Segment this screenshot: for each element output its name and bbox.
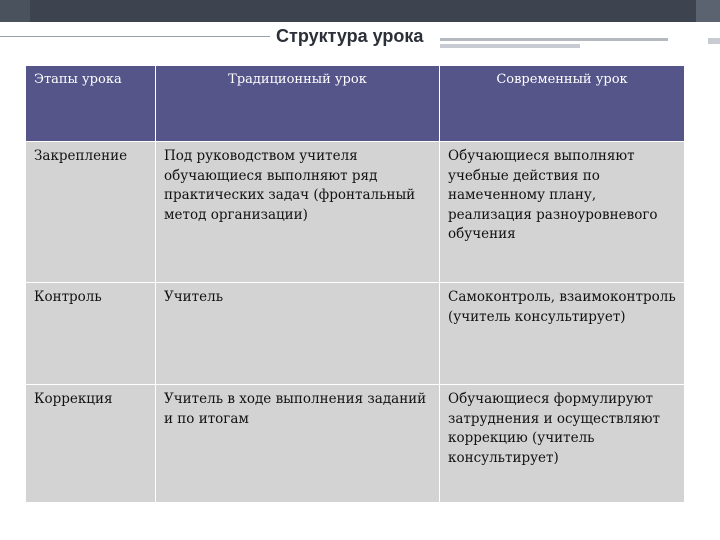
slide-top-band bbox=[0, 0, 720, 22]
lesson-structure-table bbox=[25, 65, 685, 503]
slide-title: Структура урока bbox=[276, 26, 424, 46]
title-rule-left bbox=[0, 36, 270, 37]
table-row bbox=[26, 283, 685, 385]
top-band-right-accent bbox=[696, 0, 720, 22]
modern-cell: Обучающиеся формулируют затруднения и осуществляют коррекцию (учитель консультирует) bbox=[440, 385, 685, 503]
header-modern: Современный урок bbox=[440, 66, 685, 142]
top-band-left-accent bbox=[0, 0, 30, 22]
stage-cell: Коррекция bbox=[26, 385, 156, 503]
table-header-row bbox=[26, 66, 685, 142]
modern-cell: Обучающиеся выполняют учебные действия по намеченному плану, реализация разноуровневого обучения bbox=[440, 142, 685, 283]
header-stages: Этапы урока bbox=[26, 66, 156, 142]
traditional-cell: Учитель в ходе выполнения заданий и по итогам bbox=[156, 385, 440, 503]
table-row bbox=[26, 385, 685, 503]
modern-cell: Самоконтроль, взаимоконтроль (учитель консультирует) bbox=[440, 283, 685, 385]
table-row bbox=[26, 142, 685, 283]
stage-cell: Закрепление bbox=[26, 142, 156, 283]
title-rule-right-edge bbox=[708, 38, 720, 44]
title-rule-right bbox=[440, 38, 668, 41]
header-traditional: Традиционный урок bbox=[156, 66, 440, 142]
title-rule-right-lower bbox=[440, 44, 580, 48]
traditional-cell: Под руководством учителя обучающиеся выполняют ряд практических задач (фронтальный метод организации) bbox=[156, 142, 440, 283]
traditional-cell: Учитель bbox=[156, 283, 440, 385]
stage-cell: Контроль bbox=[26, 283, 156, 385]
